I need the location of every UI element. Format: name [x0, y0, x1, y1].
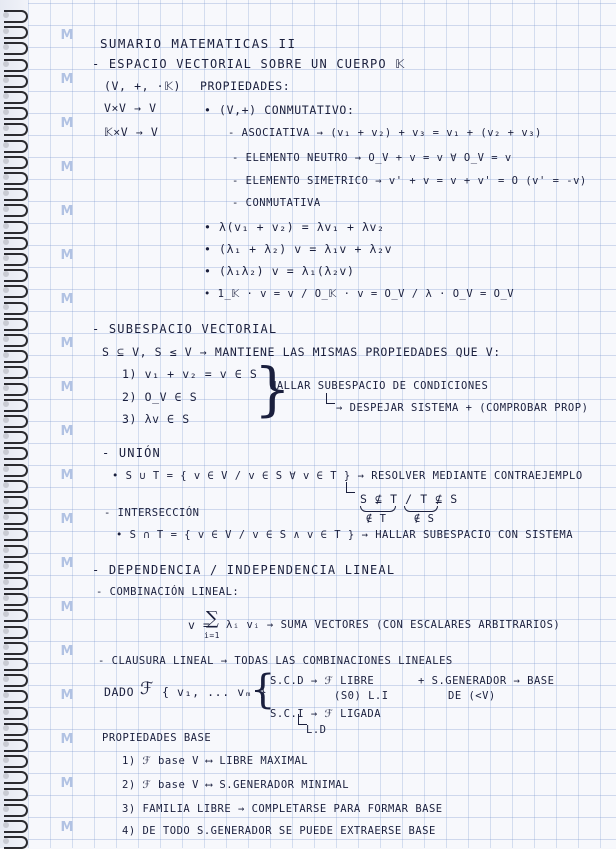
spiral-ring: [4, 464, 28, 477]
notebook-logo-icon: M: [60, 292, 74, 307]
note-line: - UNIÓN: [102, 446, 161, 460]
spiral-ring: [4, 545, 28, 558]
note-line: - ESPACIO VECTORIAL SOBRE UN CUERPO 𝕂: [92, 57, 406, 71]
note-line: ∉ S: [414, 513, 435, 525]
spiral-ring: [4, 172, 28, 185]
spiral-ring: [4, 496, 28, 509]
spiral-ring: [4, 820, 28, 833]
arrow-hook-2: [346, 482, 355, 493]
spiral-ring: [4, 674, 28, 687]
notebook-logo-icon: M: [60, 556, 74, 571]
spiral-ring: [4, 788, 28, 801]
note-line: DE (<V): [448, 690, 496, 702]
spiral-ring: [4, 739, 28, 752]
family-symbol: ℱ: [140, 679, 154, 699]
note-line: 𝕂×V → V: [104, 125, 159, 139]
spiral-ring: [4, 42, 28, 55]
spiral-ring: [4, 107, 28, 120]
dado-brace: {: [250, 667, 276, 713]
spiral-ring: [4, 237, 28, 250]
spiral-ring: [4, 253, 28, 266]
note-line: 2) ℱ base V ⟷ S.GENERADOR MINIMAL: [122, 779, 350, 791]
summation-index: i=1: [204, 631, 220, 640]
arrow-hook-3: [298, 714, 307, 725]
note-line: S.C.I → ℱ LIGADA: [270, 708, 382, 720]
note-line: 3) FAMILIA LIBRE → COMPLETARSE PARA FORMAR BASE: [122, 803, 443, 815]
spiral-ring: [4, 836, 28, 849]
note-line: S ⊆ V, S ≤ V → MANTIENE LAS MISMAS PROPIEDADES QUE V:: [102, 345, 501, 359]
note-line: 3) λv ∈ S: [122, 412, 190, 426]
note-line: L.D: [306, 724, 327, 736]
note-line: PROPIEDADES:: [200, 79, 291, 93]
underbrace-s: [360, 506, 396, 512]
note-line: (S0) L.I: [334, 690, 389, 702]
spiral-ring: [4, 528, 28, 541]
spiral-ring: [4, 431, 28, 444]
spiral-ring: [4, 626, 28, 639]
note-line: 1) v₁ + v₂ = v ∈ S: [122, 367, 258, 381]
note-line: - CLAUSURA LINEAL → TODAS LAS COMBINACIONES LINEALES: [98, 655, 453, 667]
note-line: S ⊈ T / T ⊈ S: [360, 492, 458, 506]
note-line: - INTERSECCIÓN: [104, 507, 200, 519]
notebook-logo-icon: M: [60, 468, 74, 483]
spiral-ring: [4, 188, 28, 201]
notebook-logo-icon: M: [60, 688, 74, 703]
spiral-ring: [4, 658, 28, 671]
spiral-ring: [4, 480, 28, 493]
note-line: HALLAR SUBESPACIO DE CONDICIONES: [270, 380, 489, 392]
spiral-ring: [4, 156, 28, 169]
spiral-binding: [0, 0, 34, 848]
note-line: S.C.D → ℱ LIBRE: [270, 675, 375, 687]
spiral-ring: [4, 302, 28, 315]
note-line: v =: [188, 618, 211, 632]
note-line: - ELEMENTO SIMETRICO → v' + v = v + v' = O (v' = -v): [232, 175, 587, 187]
spiral-ring: [4, 123, 28, 136]
note-line: PROPIEDADES BASE: [102, 732, 212, 744]
note-line: V×V → V: [104, 101, 157, 115]
spiral-ring: [4, 366, 28, 379]
spiral-ring: [4, 804, 28, 817]
spiral-ring: [4, 723, 28, 736]
note-line: 1) ℱ base V ⟷ LIBRE MAXIMAL: [122, 755, 309, 767]
note-line: - SUBESPACIO VECTORIAL: [92, 322, 278, 336]
spiral-ring: [4, 707, 28, 720]
note-line: (V, +, ·𝕂): [104, 79, 181, 93]
notebook-logo-icon: M: [60, 380, 74, 395]
spiral-ring: [4, 91, 28, 104]
note-line: • S ∪ T = { v ∈ V / v ∈ S ∀ v ∈ T } → RESOLVER MEDIANTE CONTRAEJEMPLO: [112, 470, 583, 482]
spiral-ring: [4, 512, 28, 525]
spiral-ring: [4, 140, 28, 153]
spiral-ring: [4, 690, 28, 703]
note-line: - CONMUTATIVA: [232, 197, 321, 209]
note-line: { v₁, ... vₘ }: [162, 685, 268, 699]
spiral-ring: [4, 755, 28, 768]
spiral-ring: [4, 350, 28, 363]
notebook-logo-icon: M: [60, 644, 74, 659]
notebook-logo-icon: M: [60, 248, 74, 263]
spiral-ring: [4, 771, 28, 784]
subespacio-brace: }: [254, 355, 291, 423]
notebook-logo-icon: M: [60, 776, 74, 791]
note-line: - ELEMENTO NEUTRO → O_V + v = v ∀ O_V = v: [232, 152, 512, 164]
notebook-logo-icon: M: [60, 336, 74, 351]
spiral-ring: [4, 577, 28, 590]
note-line: + S.GENERADOR → BASE: [418, 675, 555, 687]
spiral-ring: [4, 318, 28, 331]
spiral-ring: [4, 642, 28, 655]
note-line: - DEPENDENCIA / INDEPENDENCIA LINEAL: [92, 563, 396, 577]
spiral-ring: [4, 334, 28, 347]
note-line: • 1_𝕂 · v = v / O_𝕂 · v = O_V / λ · O_V = O_V: [204, 288, 515, 300]
note-line: • S ∩ T = { v ∈ V / v ∈ S ∧ v ∈ T } → HALLAR SUBESPACIO CON SISTEMA: [116, 529, 574, 541]
arrow-hook-1: [326, 393, 335, 404]
note-line: ∉ T: [366, 513, 387, 525]
spiral-ring: [4, 593, 28, 606]
spiral-ring: [4, 10, 28, 23]
spiral-ring: [4, 59, 28, 72]
spiral-ring: [4, 204, 28, 217]
note-line: 4) DE TODO S.GENERADOR SE PUEDE EXTRAERSE BASE: [122, 825, 436, 837]
spiral-ring: [4, 269, 28, 282]
notebook-logo-icon: M: [60, 820, 74, 835]
spiral-ring: [4, 447, 28, 460]
note-line: - COMBINACIÓN LINEAL:: [96, 586, 240, 598]
note-line: DADO: [104, 685, 135, 699]
spiral-ring: [4, 285, 28, 298]
note-line: • (λ₁ + λ₂) v = λ₁v + λ₂v: [204, 242, 393, 256]
note-line: SUMARIO MATEMATICAS II: [100, 36, 297, 51]
spiral-ring: [4, 383, 28, 396]
spiral-ring: [4, 26, 28, 39]
spiral-ring: [4, 399, 28, 412]
spiral-ring: [4, 221, 28, 234]
note-line: • (V,+) CONMUTATIVO:: [204, 103, 355, 117]
note-line: λᵢ vᵢ → SUMA VECTORES (CON ESCALARES ARBITRARIOS): [226, 619, 561, 631]
note-line: 2) O_V ∈ S: [122, 390, 198, 404]
spiral-ring: [4, 415, 28, 428]
notebook-logo-icon: M: [60, 116, 74, 131]
underbrace-t: [404, 506, 438, 512]
notebook-logo-icon: M: [60, 28, 74, 43]
notebook-logo-icon: M: [60, 160, 74, 175]
notebook-logo-icon: M: [60, 72, 74, 87]
note-line: - ASOCIATIVA → (v₁ + v₂) + v₃ = v₁ + (v₂ + v₃): [228, 127, 542, 139]
spiral-ring: [4, 75, 28, 88]
note-line: • λ(v₁ + v₂) = λv₁ + λv₂: [204, 220, 385, 234]
notebook-logo-icon: M: [60, 732, 74, 747]
notebook-logo-icon: M: [60, 600, 74, 615]
note-line: → DESPEJAR SISTEMA + (COMPROBAR PROP): [336, 402, 589, 414]
notebook-logo-icon: M: [60, 204, 74, 219]
summation-sign: ∑: [206, 608, 219, 629]
notebook-logo-icon: M: [60, 424, 74, 439]
spiral-ring: [4, 609, 28, 622]
note-line: • (λ₁λ₂) v = λ₁(λ₂v): [204, 264, 355, 278]
notebook-logo-icon: M: [60, 512, 74, 527]
spiral-ring: [4, 561, 28, 574]
